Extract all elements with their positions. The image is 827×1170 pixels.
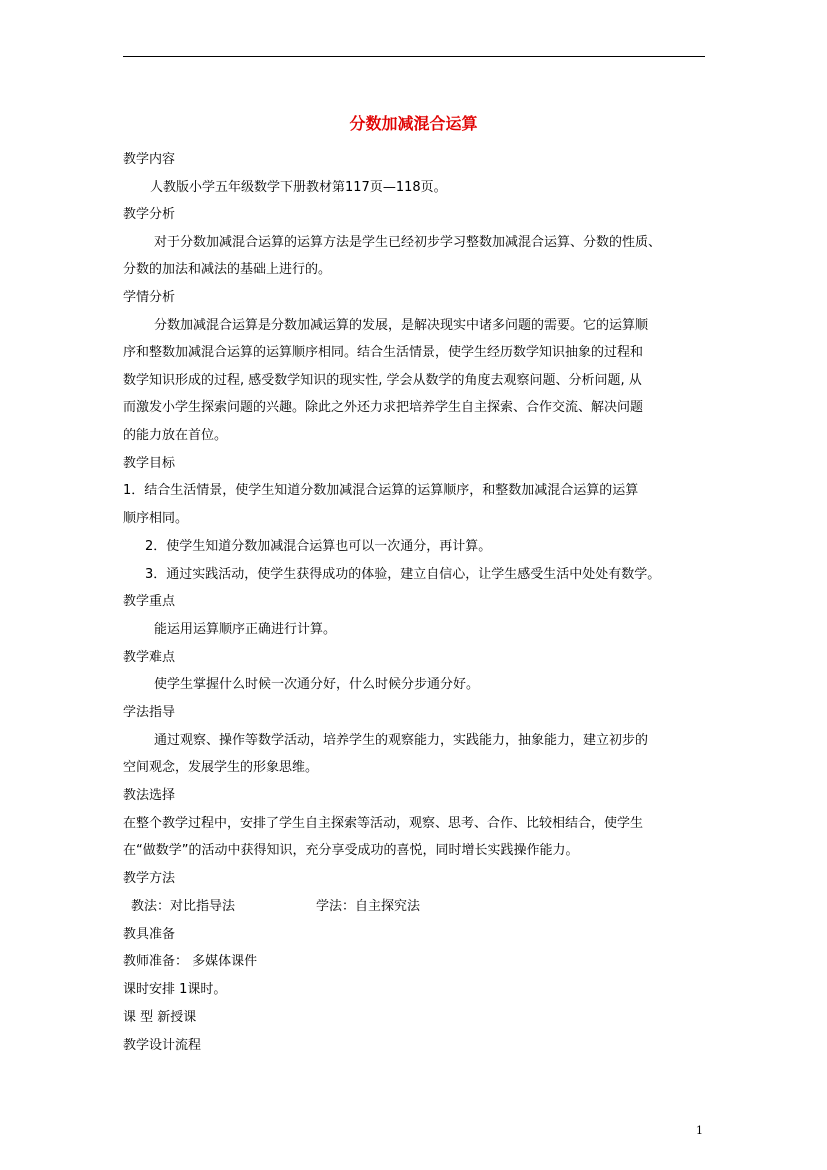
page-number: 1 (696, 1124, 703, 1137)
section-heading: 教学内容 (123, 152, 176, 167)
section-heading: 教学方法 (123, 871, 176, 886)
paragraph-line: 分数的加法和减法的基础上进行的。 (123, 262, 332, 277)
section-heading: 学法指导 (123, 705, 176, 720)
paragraph-line: 教法：对比指导法 (131, 899, 236, 914)
paragraph-line: 序和整数加减混合运算的运算顺序相同。结合生活情景，使学生经历数学知识抽象的过程和 (123, 345, 644, 360)
section-heading: 教学分析 (123, 207, 176, 222)
paragraph-line: 分数加减混合运算是分数加减运算的发展，是解决现实中诸多问题的需要。它的运算顺 (154, 318, 649, 333)
paragraph-line: 人教版小学五年级数学下册教材第117页—118页。 (150, 180, 447, 195)
section-heading: 教学重点 (123, 594, 176, 609)
paragraph-line: 教师准备： 多媒体课件 (123, 954, 258, 969)
paragraph-line: 在整个教学过程中，安排了学生自主探索等活动，观察、思考、合作、比较相结合，使学生 (123, 816, 644, 831)
paragraph-line: 学法：自主探究法 (316, 899, 421, 914)
section-heading: 教学难点 (123, 650, 176, 665)
paragraph-line: 能运用运算顺序正确进行计算。 (154, 622, 337, 637)
document-title: 分数加减混合运算 (349, 114, 478, 133)
section-heading: 教具准备 (123, 927, 176, 942)
paragraph-line: 在“做数学”的活动中获得知识，充分享受成功的喜悦，同时增长实践操作能力。 (123, 843, 579, 858)
paragraph-line: 的能力放在首位。 (123, 428, 228, 443)
paragraph-line: 课时安排 1课时。 (123, 982, 227, 997)
list-item-continuation: 顺序相同。 (123, 511, 189, 526)
section-heading: 学情分析 (123, 290, 176, 305)
paragraph-line: 而激发小学生探索问题的兴趣。除此之外还力求把培养学生自主探索、合作交流、解决问题 (123, 400, 644, 415)
paragraph-line: 空间观念，发展学生的形象思维。 (123, 760, 319, 775)
paragraph-line: 数学知识形成的过程, 感受数学知识的现实性, 学会从数学的角度去观察问题、分析问题, 从 (123, 373, 642, 388)
section-heading: 教学目标 (123, 456, 176, 471)
section-heading: 教学设计流程 (123, 1038, 202, 1053)
list-item: 2．使学生知道分数加减混合运算也可以一次通分，再计算。 (145, 539, 492, 554)
list-item: 3．通过实践活动，使学生获得成功的体验，建立自信心，让学生感受生活中处处有数学。 (145, 567, 661, 582)
section-heading: 教法选择 (123, 788, 176, 803)
paragraph-line: 使学生掌握什么时候一次通分好，什么时候分步通分好。 (154, 677, 480, 692)
header-rule (123, 56, 705, 57)
paragraph-line: 通过观察、操作等数学活动，培养学生的观察能力，实践能力，抽象能力，建立初步的 (154, 733, 649, 748)
list-item: 1．结合生活情景，使学生知道分数加减混合运算的运算顺序，和整数加减混合运算的运算 (123, 483, 639, 498)
paragraph-line: 课 型 新授课 (123, 1010, 197, 1025)
paragraph-line: 对于分数加减混合运算的运算方法是学生已经初步学习整数加减混合运算、分数的性质、 (154, 235, 662, 250)
